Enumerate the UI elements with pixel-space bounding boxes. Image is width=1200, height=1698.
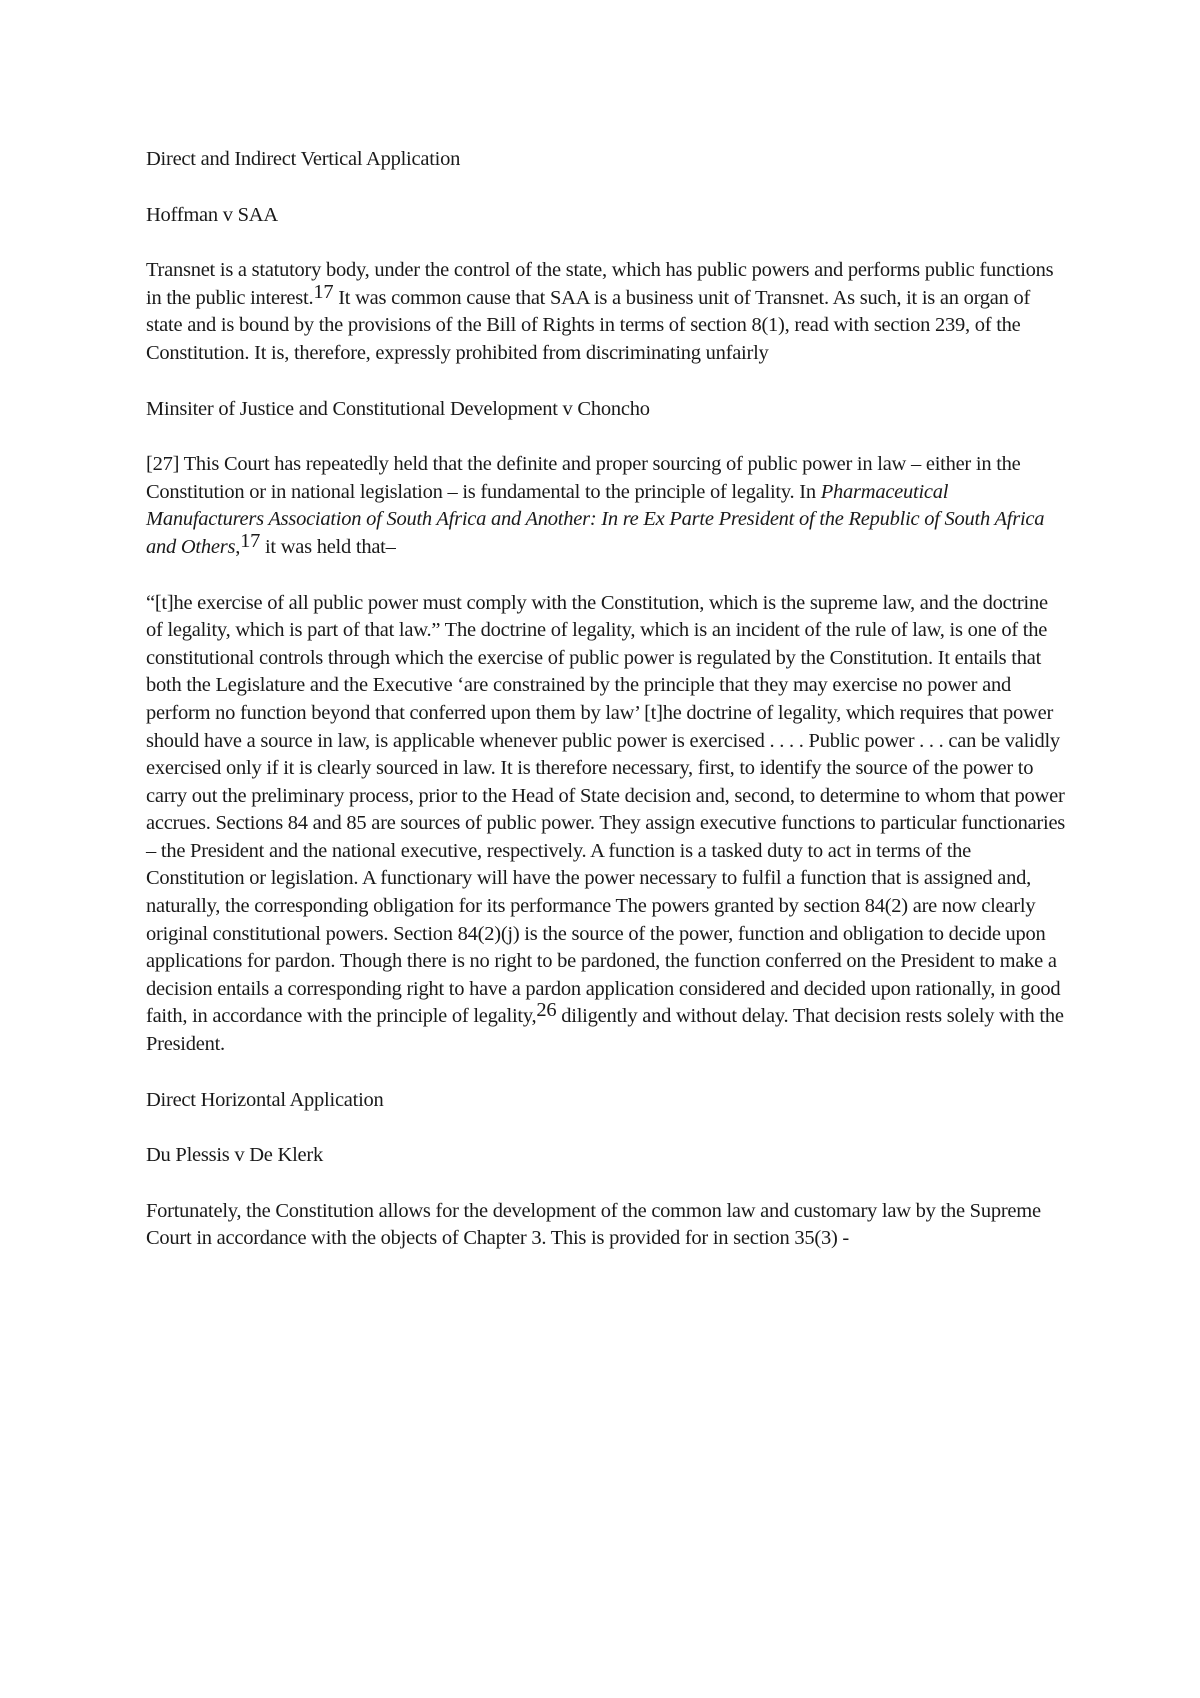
case-title-text: Minsiter of Justice and Constitutional Development v Choncho bbox=[146, 397, 650, 420]
section-heading-horizontal bbox=[146, 1087, 1066, 1115]
citation-comma: , bbox=[235, 535, 241, 558]
case-title-text: Hoffman v SAA bbox=[146, 203, 278, 226]
paragraph-text: it was held that– bbox=[260, 535, 396, 558]
heading-text: Direct and Indirect Vertical Application bbox=[146, 148, 461, 170]
section-heading-vertical bbox=[146, 146, 1066, 174]
paragraph-text: [27] This Court has repeatedly held that the definite and proper sourcing of public power in law – either in the Constitution or in national legislation – is fundamental to the principle of legality. In bbox=[146, 453, 1021, 503]
case-title-text: Du Plessis v De Klerk bbox=[146, 1144, 323, 1167]
quote-text: “[t]he exercise of all public power must comply with the Constitution, which is the supreme law, and the doctrine of legality, which is part of that law.” The doctrine of legality, which is an incident of the rule of law, is one of the constitutional controls through which the exercise of public power is regulated by the Constitution. It entails that both the Legislature and the Executive ‘are constrained by the principle that they may exercise no power and perform no function beyond that conferred upon them by law’ [t]he doctrine of legality, which requires that power should have a source in law, is applicable whenever public power is exercised . . . . Public power . . . can be validly exercised only if it is clearly sourced in law. It is therefore necessary, first, to identify the source of the power to carry out the preliminary process, prior to the Head of State decision and, second, to determine to whom that power accrues. Sections 84 and 85 are sources of public power. They assign executive functions to particular functionaries – the President and the national executive, respectively. A function is a tasked duty to act in terms of the Constitution or legislation. A functionary will have the power necessary to fulfil a function that is assigned and, naturally, the corresponding obligation for its performance The powers granted by section 84(2) are now clearly original constitutional powers. Section 84(2)(j) is the source of the power, function and obligation to decide upon applications for pardon. Though there is no right to be pardoned, the function conferred on the President to make a decision entails a corresponding right to have a pardon application considered and decided upon rationally, in good faith, in accordance with the principle of legality, bbox=[146, 591, 1066, 1028]
footnote-marker: 17 bbox=[240, 529, 261, 552]
case-title-choncho bbox=[146, 396, 1066, 424]
paragraph-du-plessis bbox=[146, 1198, 1066, 1253]
case-title-du-plessis bbox=[146, 1142, 1066, 1170]
paragraph-text: It was common cause that SAA is a business unit of Transnet. As such, it is an organ of state and is bound by the provisions of the Bill of Rights in terms of section 8(1), read with section 239, of the Constitution. It is, therefore, expressly prohibited from discriminating unfairly bbox=[146, 286, 1031, 364]
case-title-hoffman bbox=[146, 202, 1066, 230]
paragraph-choncho-quote bbox=[146, 590, 1066, 1059]
document-page bbox=[146, 146, 1066, 1281]
case-citation: Pharmaceutical Manufacturers Association of South Africa and Another: In re Ex Parte President of the Republic of South Africa and Others bbox=[146, 480, 1045, 558]
paragraph-choncho-27 bbox=[146, 451, 1066, 561]
paragraph-text: Transnet is a statutory body, under the control of the state, which has public powers and performs public functions in the public interest. bbox=[146, 259, 1054, 309]
paragraph-hoffman bbox=[146, 257, 1066, 367]
quote-text: diligently and without delay. That decision rests solely with the President. bbox=[146, 1005, 1064, 1056]
footnote-marker: 26 bbox=[536, 999, 557, 1022]
footnote-marker: 17 bbox=[313, 280, 334, 303]
heading-text: Direct Horizontal Application bbox=[146, 1088, 384, 1111]
paragraph-text: Fortunately, the Constitution allows for the development of the common law and customary law by the Supreme Court in accordance with the objects of Chapter 3. This is provided for in section 35(3) - bbox=[146, 1199, 1041, 1250]
